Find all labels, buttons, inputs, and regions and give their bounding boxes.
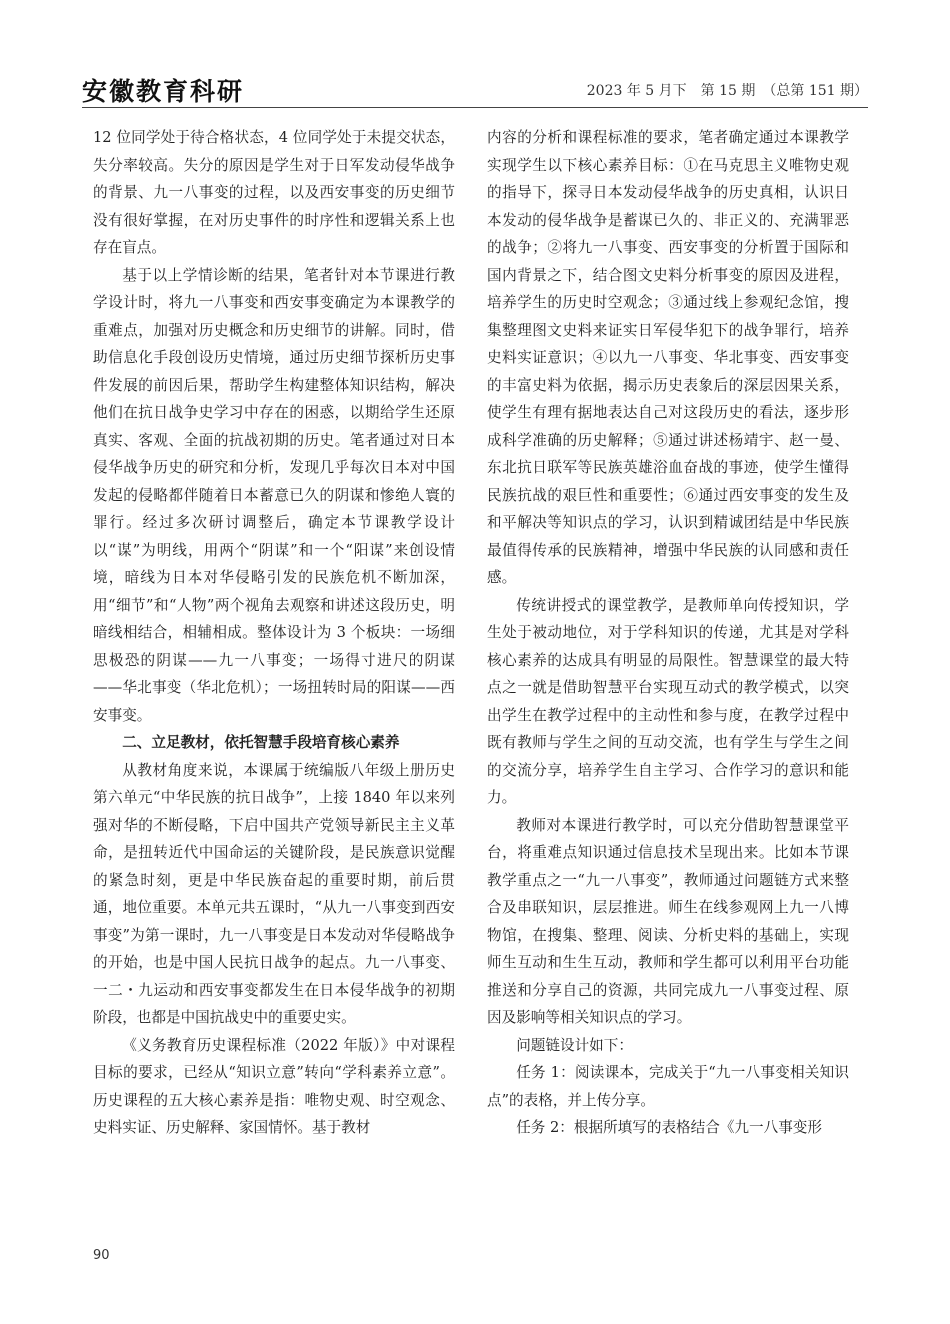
paragraph: 任务 2：根据所填写的表格结合《九一八事变形 <box>516 1119 822 1136</box>
journal-logo: 安徽教育科研 <box>82 77 245 106</box>
paragraph: 《义务教育历史课程标准（2022 年版）》中对课程目标的要求，已经从“知识立意”转向“学科素养立意”。历史课程的五大核心素养是指：唯物史观、时空观念、史料实证、历史解释、家国情怀。基于教材 <box>93 1036 455 1136</box>
right-column <box>487 124 849 1142</box>
issue-info: 2023 年 5 月下 第 15 期 （总第 151 期） <box>586 83 868 99</box>
paragraph: 任务 1：阅读课本，完成关于“九一八事变相关知识点”的表格，并上传分享。 <box>487 1064 849 1109</box>
header-rule <box>82 107 868 108</box>
left-column <box>93 124 455 1142</box>
paragraph: 问题链设计如下： <box>516 1036 633 1054</box>
paragraph: 基于以上学情诊断的结果，笔者针对本节课进行教学设计时，将九一八事变和西安事变确定为本课教学的重难点，加强对历史概念和历史细节的讲解。同时，借助信息化手段创设历史情境，通过历史细节探析历史事件发展的前因后果，帮助学生构建整体知识结构，解决他们在抗日战争史学习中存在的困惑，以期给学生还原真实、客观、全面的抗战初期的历史。笔者通过对日本侵华战争历史的研究和分析，发现几乎每次日本对中国发起的侵略都伴随着日本蓄意已久的阴谋和惨绝人寰的罪行。经过多次研讨调整后，确定本节课教学设计以“谋”为明线，用两个“阴谋”和一个“阳谋”来创设情境，暗线为日本对华侵略引发的民族危机不断加深，用“细节”和“人物”两个视角去观察和讲述这段历史，明暗线相结合，相辅相成。整体设计为 3 个板块：一场细思极恐的阴谋——九一八事变；一场得寸进尺的阴谋——华北事变（华北危机）；一场扭转时局的阳谋——西安事变。 <box>93 266 455 724</box>
page-header <box>82 68 868 108</box>
paragraph: 内容的分析和课程标准的要求，笔者确定通过本课教学实现学生以下核心素养目标：①在马克思主义唯物史观的指导下，探寻日本发动侵华战争的历史真相，认识日本发动的侵华战争是蓄谋已久的、非正义的、充满罪恶的战争；②将九一八事变、西安事变的分析置于国际和国内背景之下，结合图文史料分析事变的原因及进程，培养学生的历史时空观念；③通过线上参观纪念馆，搜集整理图文史料来证实日军侵华犯下的战争罪行，培养史料实证意识；④以九一八事变、华北事变、西安事变的丰富史料为依据，揭示历史表象后的深层因果关系，使学生有理有据地表达自己对这段历史的看法，逐步形成科学准确的历史解释；⑤通过讲述杨靖宇、赵一曼、东北抗日联军等民族英雄浴血奋战的事迹，使学生懂得民族抗战的艰巨性和重要性；⑥通过西安事变的发生及和平解决等知识点的学习，认识到精诚团结是中华民族最值得传承的民族精神，增强中华民族的认同感和责任感。 <box>487 129 849 586</box>
section-heading: 二、立足教材，依托智慧手段培育核心素养 <box>122 734 400 751</box>
page-number: 90 <box>93 1248 110 1263</box>
paragraph: 从教材角度来说，本课属于统编版八年级上册历史第六单元“中华民族的抗日战争”，上接 1840 年以来列强对华的不断侵略，下启中国共产党领导新民主主义革命，是扭转近代中国命运的关键阶段，是民族意识觉醒的紧急时刻，更是中华民族奋起的重要时期，前后贯通，地位重要。本单元共五课时，“从九一八事变到西安事变”为第一课时，九一八事变是日本发动对华侵略战争的开始，也是中国人民抗日战争的起点。九一八事变、一二・九运动和西安事变都发生在日本侵华战争的初期阶段，也都是中国抗战史中的重要史实。 <box>93 761 455 1026</box>
paragraph: 传统讲授式的课堂教学，是教师单向传授知识，学生处于被动地位，对于学科知识的传递，尤其是对学科核心素养的达成具有明显的局限性。智慧课堂的最大特点之一就是借助智慧平台实现互动式的教学模式，以突出学生在教学过程中的主动性和参与度，在教学过程中既有教师与学生之间的互动交流，也有学生与学生之间的交流分享，培养学生自主学习、合作学习的意识和能力。 <box>487 596 849 806</box>
paragraph: 教师对本课进行教学时，可以充分借助智慧课堂平台，将重难点知识通过信息技术呈现出来。比如本节课教学重点之一“九一八事变”，教师通过问题链方式来整合及串联知识，层层推进。师生在线参观网上九一八博物馆，在搜集、整理、阅读、分析史料的基础上，实现师生互动和生生互动，教师和学生都可以利用平台功能推送和分享自己的资源，共同完成九一八事变过程、原因及影响等相关知识点的学习。 <box>487 816 849 1026</box>
paragraph: 12 位同学处于待合格状态，4 位同学处于未提交状态，失分率较高。失分的原因是学生对于日军发动侵华战争的背景、九一八事变的过程，以及西安事变的历史细节没有很好掌握，在对历史事件的时序性和逻辑关系上也存在盲点。 <box>93 129 455 256</box>
